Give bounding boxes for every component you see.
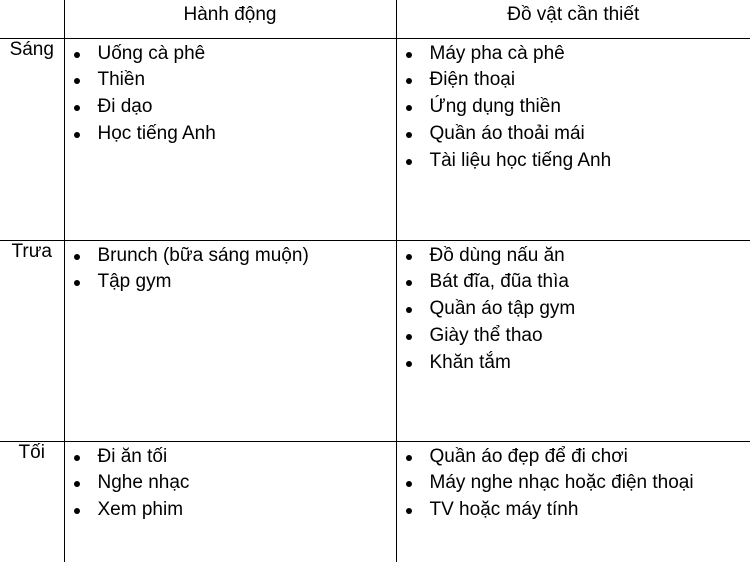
list-item <box>65 41 396 68</box>
actions-list <box>65 442 396 524</box>
items-cell <box>396 38 750 240</box>
list-item <box>397 444 750 471</box>
list-item <box>65 243 396 270</box>
item-text: Khăn tắm <box>429 351 511 373</box>
actions-cell <box>64 38 396 240</box>
item-text: Điện thoại <box>429 69 516 91</box>
bullet-icon <box>406 361 412 367</box>
header-row <box>0 0 750 38</box>
bullet-icon <box>406 508 412 514</box>
table-row <box>0 240 750 441</box>
list-item <box>397 497 750 524</box>
action-text: Brunch (bữa sáng muộn) <box>97 244 309 266</box>
item-text: Tài liệu học tiếng Anh <box>429 149 612 171</box>
bullet-icon <box>406 52 412 58</box>
bullet-icon <box>406 159 412 165</box>
action-text: Đi dạo <box>97 96 153 118</box>
list-item <box>397 121 750 148</box>
list-item <box>397 67 750 94</box>
item-text: TV hoặc máy tính <box>429 499 579 521</box>
bullet-icon <box>74 78 80 84</box>
list-item <box>65 470 396 497</box>
list-item <box>65 444 396 471</box>
action-text: Đi ăn tối <box>97 445 168 467</box>
bullet-icon <box>406 455 412 461</box>
list-item <box>397 296 750 323</box>
bullet-icon <box>406 280 412 286</box>
item-text: Đồ dùng nấu ăn <box>429 244 565 266</box>
action-text: Xem phim <box>97 499 184 521</box>
table-row <box>0 38 750 240</box>
list-item <box>397 470 750 497</box>
list-item <box>397 243 750 270</box>
bullet-icon <box>406 132 412 138</box>
list-item <box>65 269 396 296</box>
item-text: Quần áo thoải mái <box>429 122 585 144</box>
bullet-icon <box>74 508 80 514</box>
bullet-icon <box>74 455 80 461</box>
period-label: Tối <box>0 441 64 562</box>
bullet-icon <box>74 52 80 58</box>
bullet-icon <box>406 307 412 313</box>
bullet-icon <box>74 254 80 260</box>
actions-list <box>65 241 396 297</box>
bullet-icon <box>74 481 80 487</box>
item-text: Quần áo tập gym <box>429 298 576 320</box>
items-list <box>397 39 750 175</box>
period-label: Trưa <box>0 240 64 441</box>
list-item <box>397 323 750 350</box>
header-items: Đồ vật cần thiết <box>396 0 750 38</box>
item-text: Máy nghe nhạc hoặc điện thoại <box>429 472 694 494</box>
items-cell <box>396 240 750 441</box>
bullet-icon <box>74 280 80 286</box>
bullet-icon <box>406 481 412 487</box>
action-text: Nghe nhạc <box>97 472 190 494</box>
action-text: Tập gym <box>97 271 172 293</box>
item-text: Máy pha cà phê <box>429 42 565 64</box>
bullet-icon <box>74 132 80 138</box>
list-item <box>65 67 396 94</box>
item-text: Bát đĩa, đũa thìa <box>429 271 569 293</box>
item-text: Ứng dụng thiền <box>429 96 561 118</box>
action-text: Thiền <box>97 69 146 91</box>
list-item <box>65 121 396 148</box>
list-item <box>397 350 750 377</box>
header-actions: Hành động <box>64 0 396 38</box>
items-cell <box>396 441 750 562</box>
action-text: Học tiếng Anh <box>97 122 216 144</box>
bullet-icon <box>406 254 412 260</box>
items-list <box>397 241 750 377</box>
actions-cell <box>64 240 396 441</box>
list-item <box>397 94 750 121</box>
list-item <box>65 497 396 524</box>
bullet-icon <box>406 334 412 340</box>
actions-list <box>65 39 396 148</box>
bullet-icon <box>74 105 80 111</box>
list-item <box>397 148 750 175</box>
actions-cell <box>64 441 396 562</box>
items-list <box>397 442 750 524</box>
list-item <box>397 269 750 296</box>
table-row <box>0 441 750 562</box>
period-label: Sáng <box>0 38 64 240</box>
action-text: Uống cà phê <box>97 42 206 64</box>
bullet-icon <box>406 105 412 111</box>
header-period <box>0 0 64 38</box>
list-item <box>397 41 750 68</box>
bullet-icon <box>406 78 412 84</box>
item-text: Giày thể thao <box>429 324 543 346</box>
list-item <box>65 94 396 121</box>
item-text: Quần áo đẹp để đi chơi <box>429 445 628 467</box>
